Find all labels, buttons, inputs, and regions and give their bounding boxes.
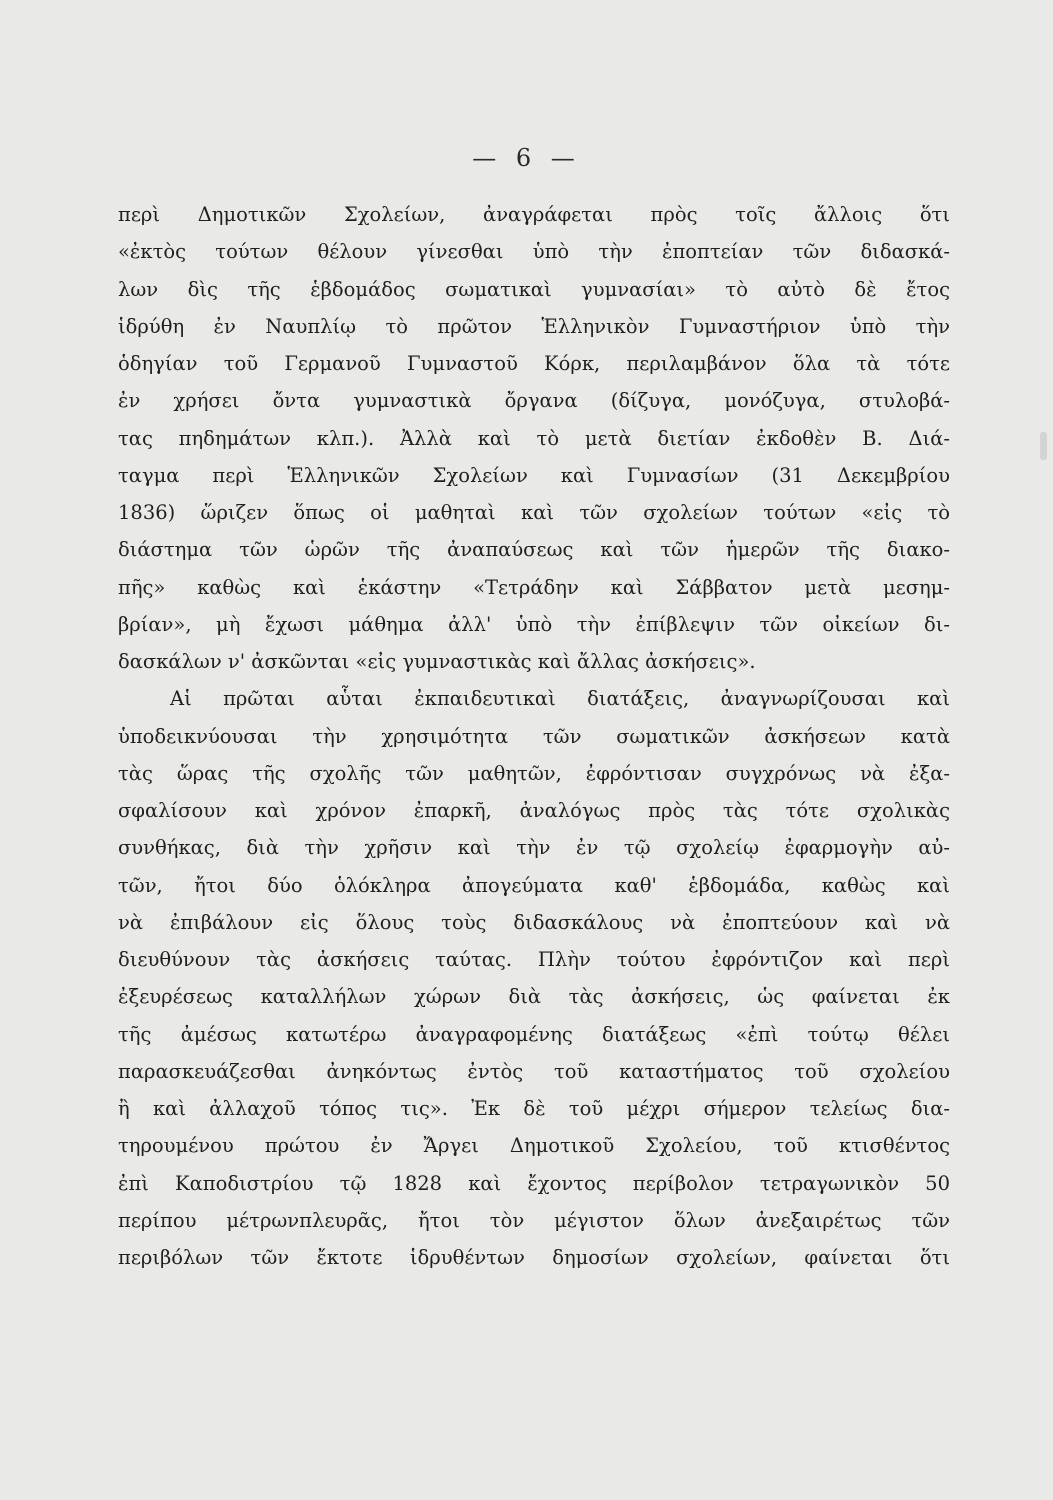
text-line: τας πηδημάτων κλπ.). Ἀλλὰ καὶ τὸ μετὰ διετίαν ἐκδοθὲν Β. Διά- — [118, 426, 950, 450]
text-line: τῶν, ἤτοι δύο ὁλόκληρα ἀπογεύματα καθ' ἑβδομάδα, καθὼς καὶ — [118, 873, 950, 897]
text-line: σφαλίσουν καὶ χρόνον ἐπαρκῆ, ἀναλόγως πρὸς τὰς τότε σχολικὰς — [118, 799, 950, 822]
text-line: δασκάλων ν' ἀσκῶνται «εἰς γυμναστικὰς καὶ ἄλλας ἀσκήσεις». — [118, 650, 756, 673]
text-line: περίπου μέτρωνπλευρᾶς, ἤτοι τὸν μέγιστον ὅλων ἀνεξαιρέτως τῶν — [118, 1208, 950, 1232]
text-line: «ἐκτὸς τούτων θέλουν γίνεσθαι ὑπὸ τὴν ἐποπτείαν τῶν διδασκά- — [118, 240, 950, 264]
text-line: πῆς» καθὼς καὶ ἑκάστην «Τετράδην καὶ Σάββατον μετὰ μεσημ- — [118, 575, 950, 599]
text-line: νὰ ἐπιβάλουν εἰς ὅλους τοὺς διδασκάλους νὰ ἐποπτεύουν καὶ νὰ — [118, 910, 950, 934]
body-text — [118, 196, 950, 1276]
text-line: διάστημα τῶν ὡρῶν τῆς ἀναπαύσεως καὶ τῶν ἡμερῶν τῆς διακο- — [118, 538, 950, 562]
text-line: βρίαν», μὴ ἔχωσι μάθημα ἀλλ' ὑπὸ τὴν ἐπίβλεψιν τῶν οἰκείων δι- — [118, 612, 950, 636]
text-line: περὶ Δημοτικῶν Σχολείων, ἀναγράφεται πρὸς τοῖς ἄλλοις ὅτι — [118, 203, 950, 226]
paragraph-2 — [118, 680, 950, 1276]
text-line: ἐξευρέσεως καταλλήλων χώρων διὰ τὰς ἀσκήσεις, ὡς φαίνεται ἐκ — [118, 985, 950, 1009]
text-line: ταγμα περὶ Ἑλληνικῶν Σχολείων καὶ Γυμνασίων (31 Δεκεμβρίου — [118, 463, 950, 487]
text-line: 1836) ὥριζεν ὅπως οἱ μαθηταὶ καὶ τῶν σχολείων τούτων «εἰς τὸ — [118, 501, 950, 524]
text-line: τῆς ἀμέσως κατωτέρω ἀναγραφομένης διατάξεως «ἐπὶ τούτῳ θέλει — [118, 1022, 950, 1046]
text-line: παρασκευάζεσθαι ἀνηκόντως ἐντὸς τοῦ καταστήματος τοῦ σχολείου — [118, 1059, 950, 1083]
text-line: ἐπὶ Καποδιστρίου τῷ 1828 καὶ ἔχοντος περίβολον τετραγωνικὸν 50 — [118, 1171, 950, 1195]
page-edge-mark — [1040, 432, 1047, 460]
paragraph-1 — [118, 196, 950, 680]
page-number: — 6 — — [472, 144, 581, 172]
text-line: ὁδηγίαν τοῦ Γερμανοῦ Γυμναστοῦ Κόρκ, περιλαμβάνον ὅλα τὰ τότε — [118, 352, 950, 375]
text-line: ἱδρύθη ἐν Ναυπλίῳ τὸ πρῶτον Ἑλληνικὸν Γυμναστήριον ὑπὸ τὴν — [118, 314, 950, 338]
text-line: Αἱ πρῶται αὗται ἐκπαιδευτικαὶ διατάξεις, ἀναγνωρίζουσαι καὶ — [170, 687, 950, 711]
text-line: τηρουμένου πρώτου ἐν Ἄργει Δημοτικοῦ Σχολείου, τοῦ κτισθέντος — [118, 1134, 950, 1158]
text-line: λων δὶς τῆς ἑβδομάδος σωματικαὶ γυμνασίαι» τὸ αὐτὸ δὲ ἔτος — [118, 277, 950, 301]
text-line: ἐν χρήσει ὄντα γυμναστικὰ ὄργανα (δίζυγα, μονόζυγα, στυλοβά- — [118, 389, 950, 413]
text-line: συνθήκας, διὰ τὴν χρῆσιν καὶ τὴν ἐν τῷ σχολείῳ ἐφαρμογὴν αὐ- — [118, 836, 950, 860]
text-line: τὰς ὥρας τῆς σχολῆς τῶν μαθητῶν, ἐφρόντισαν συγχρόνως νὰ ἐξα- — [118, 761, 950, 785]
text-line: ἢ καὶ ἀλλαχοῦ τόπος τις». Ἐκ δὲ τοῦ μέχρι σήμερον τελείως δια- — [118, 1097, 950, 1120]
text-line: ὑποδεικνύουσαι τὴν χρησιμότητα τῶν σωματικῶν ἀσκήσεων κατὰ — [118, 724, 950, 748]
text-line: περιβόλων τῶν ἔκτοτε ἱδρυθέντων δημοσίων σχολείων, φαίνεται ὅτι — [118, 1246, 950, 1269]
text-line: διευθύνουν τὰς ἀσκήσεις ταύτας. Πλὴν τούτου ἐφρόντιζον καὶ περὶ — [118, 948, 950, 971]
